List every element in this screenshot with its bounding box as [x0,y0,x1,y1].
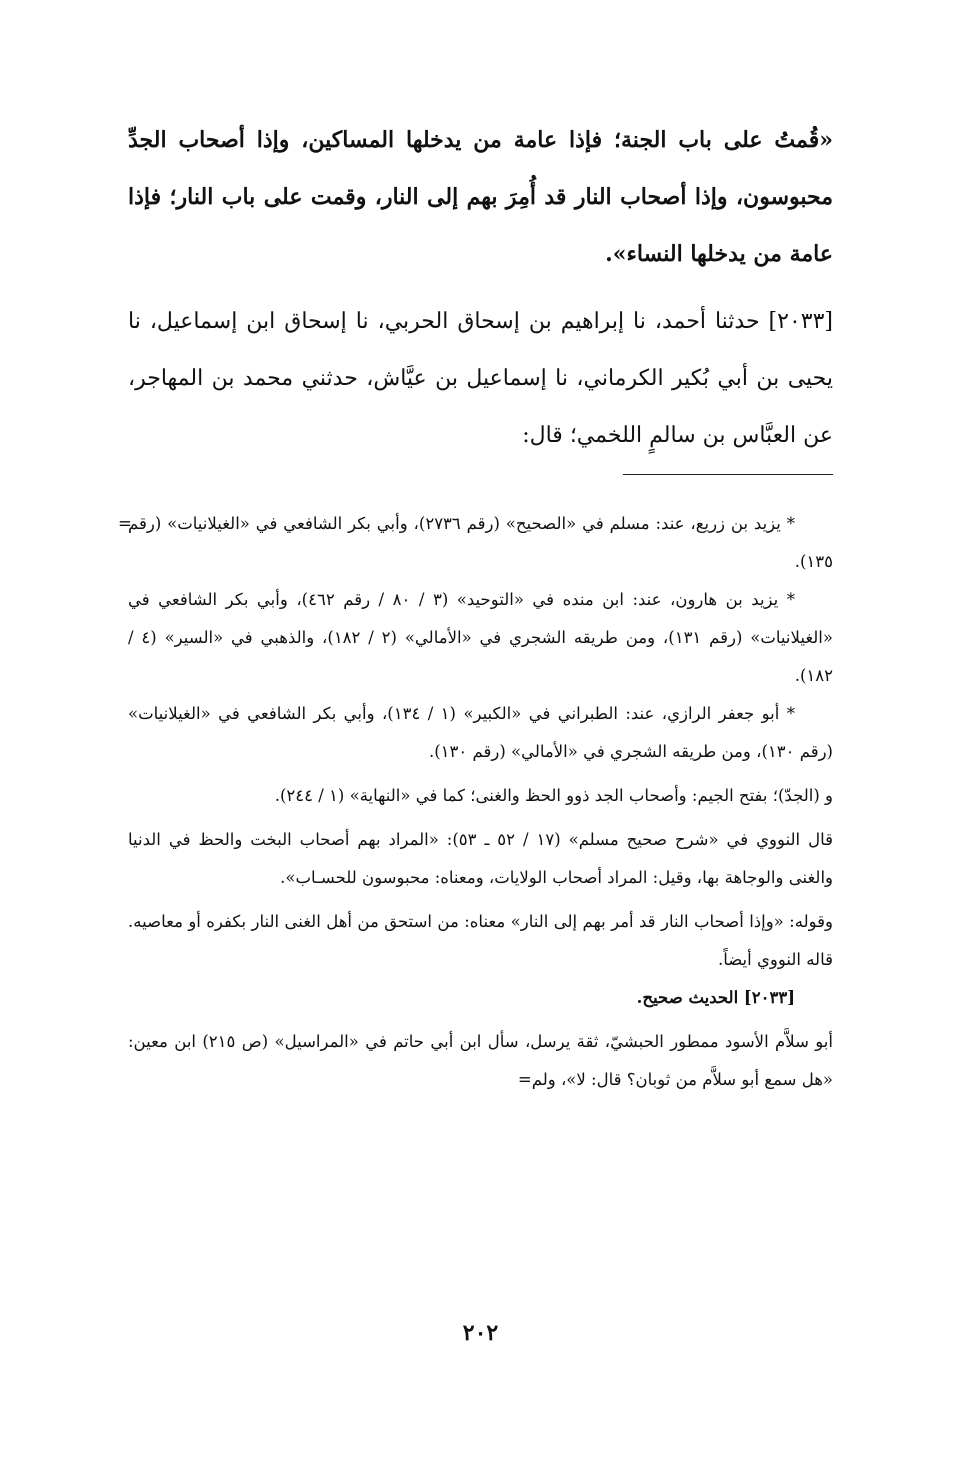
footnote-item: * أبو جعفر الرازي، عند: الطبراني في «الكبير» (١ / ١٣٤)، وأبي بكر الشافعي في «الغيلانيات» (رقم ١٣٠)، ومن طريقه الشجري في «الأمالي» (رقم ١٣٠). [128,704,833,761]
footnote-item: وقوله: «وإذا أصحاب النار قد أمر بهم إلى النار» معناه: من استحق من أهل الغنى النار بكفره أو معاصيه. قاله النووي أيضاً. [128,912,833,969]
main-text [128,112,833,464]
footnote-item: * يزيد بن زريع، عند: مسلم في «الصحيح» (رقم ٢٧٣٦)، وأبي بكر الشافعي في «الغيلانيات» (رقم ١٣٥). [128,514,833,571]
footnote-item: [٢٠٣٣] الحديث صحيح. [636,988,795,1007]
footnote-item: و (الجدّ)؛ بفتح الجيم: وأصحاب الجد ذوو الحظ والغنى؛ كما في «النهاية» (١ / ٢٤٤). [274,786,833,805]
footnote-continuation-mark: = [118,514,132,533]
hadith-text: «قُمتُ على باب الجنة؛ فإذا عامة من يدخلها المساكين، وإذا أصحاب الجدِّ محبوسون، وإذا أصحاب النار قد أُمِرَ بهم إلى النار، وقمت على باب النار؛ فإذا عامة من يدخلها النساء». [128,127,833,267]
footnote-item: * يزيد بن هارون، عند: ابن منده في «التوحيد» (٣ / ٨٠ / رقم ٤٦٢)، وأبي بكر الشافعي في «الغيلانيات» (رقم ١٣١)، ومن طريقه الشجري في «الأمالي» (٢ / ١٨٢)، والذهبي في «السير» (٤ / ١٨٢). [128,590,833,685]
footnotes [128,505,833,1099]
footnote-item: أبو سلاَّم الأسود ممطور الحبشيّ، ثقة يرسل، سأل ابن أبي حاتم في «المراسيل» (ص ٢١٥) ابن معين: «هل سمع أبو سلاَّم من ثوبان؟ قال: لا»، ولم= [128,1032,833,1089]
footnote-separator [623,474,833,475]
footnote-item: قال النووي في «شرح صحيح مسلم» (١٧ / ٥٢ ـ ٥٣): «المراد بهم أصحاب البخت والحظ في الدنيا والغنى والوجاهة بها، وقيل: المراد أصحاب الولايات، ومعناه: محبوسون للحسـاب». [128,830,833,887]
page-number: ٢٠٢ [462,1320,499,1346]
hadith-2033-isnad: [٢٠٣٣] حدثنا أحمد، نا إبراهيم بن إسحاق الحربي، نا إسحاق ابن إسماعيل، نا يحيى بن أبي بُكير الكرماني، نا إسماعيل بن عيَّاش، حدثني محمد بن المهاجر، عن العبَّاس بن سالمٍ اللخمي؛ قال: [128,309,833,448]
